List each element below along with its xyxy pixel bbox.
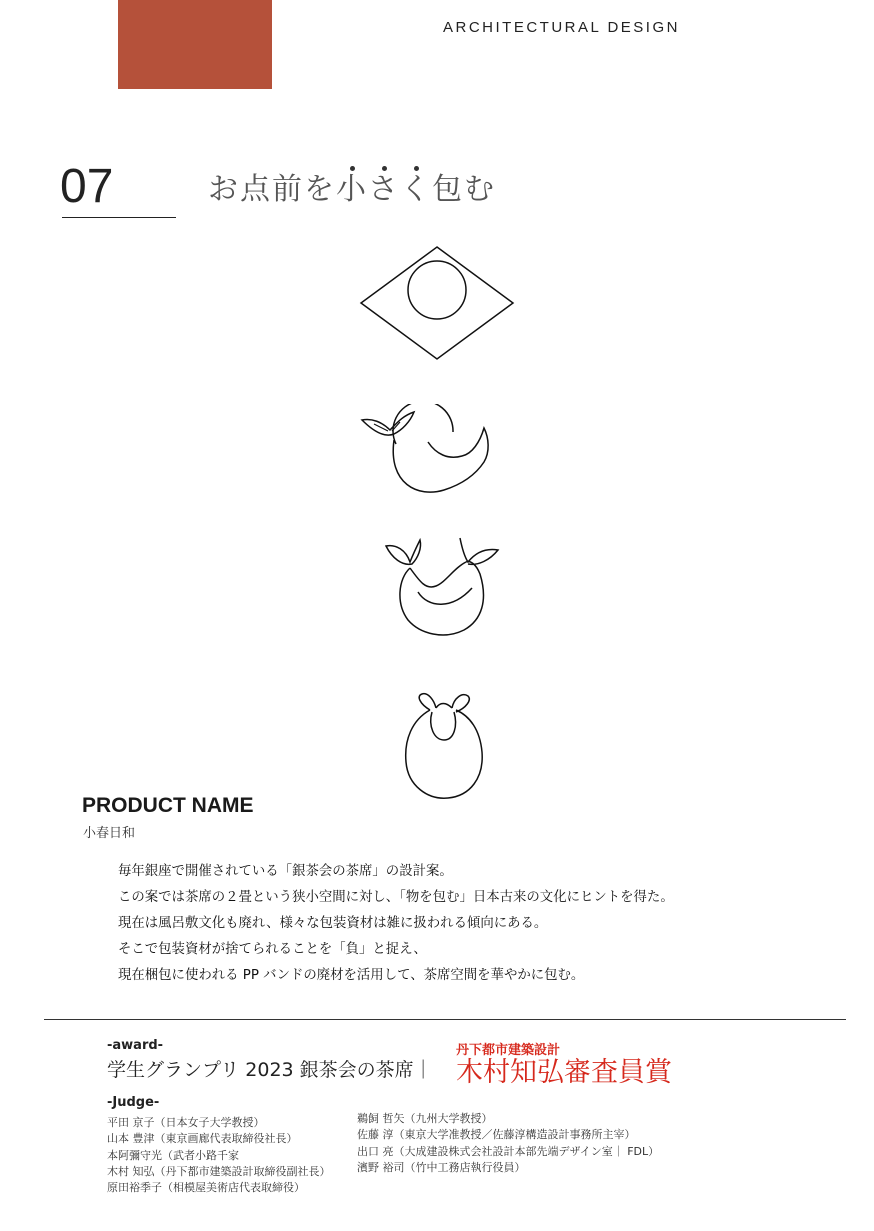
section-title-emphasis-char: さ [368,172,400,207]
wrapping-step-1-icon [358,244,518,364]
judge-entry: 山本 豊津（東京画廊代表取締役社長） [107,1132,298,1146]
project-description [118,859,674,989]
judge-entry: 鵜飼 哲矢（九州大学教授） [357,1112,493,1125]
section-number-underline [62,217,176,218]
judge-entry: 本阿彌守光（武者小路千家 [107,1148,239,1162]
description-line: 現在は風呂敷文化も廃れ、様々な包装資材は雑に扱われる傾向にある。 [118,916,548,931]
section-title-part: お点前を [208,172,336,207]
judge-list-left [107,1115,331,1196]
section-number: 07 [60,160,114,213]
section-title-emphasis-char: く [400,172,432,207]
description-line: 現在梱包に使われる PP バンドの廃材を活用して、茶席空間を華やかに包む。 [118,968,585,983]
product-name: 小春日和 [83,826,136,841]
judge-entry: 木村 知弘（丹下都市建築設計取締役副社長） [107,1164,331,1178]
category-label: ARCHITECTURAL DESIGN [443,19,680,36]
judge-entry: 原田裕季子（相模屋美術店代表取締役） [107,1181,305,1195]
judge-entry: 佐藤 淳（東京大学准教授／佐藤淳構造設計事務所主宰） [357,1128,636,1142]
section-title [208,170,496,209]
description-line: 毎年銀座で開催されている「銀茶会の茶席」の設計案。 [118,864,453,879]
section-title-part: 包む [432,172,496,207]
wrapping-step-3-icon [380,534,505,644]
award-title: 木村知弘審査員賞 [456,1057,672,1088]
product-name-label: PRODUCT NAME [82,794,254,817]
description-line: この案では茶席の２畳という狭小空間に対し、「物を包む」日本古来の文化にヒントを得た。 [118,890,674,905]
description-line: そこで包装資材が捨てられることを「負」と捉え、 [118,942,427,957]
accent-color-block [118,0,272,89]
wrapping-step-2-icon [358,404,503,499]
judge-entry: 濱野 裕司（竹中工務店執行役員） [357,1160,526,1174]
award-organization: 丹下都市建築設計 [456,1043,561,1058]
award-event: 学生グランプリ 2023 銀茶会の茶席｜ [107,1059,433,1081]
award-heading: -award- [107,1038,164,1053]
section-title-emphasis-char: 小 [336,172,368,207]
wrapping-step-4-icon [400,690,495,805]
judge-list-right [357,1111,659,1176]
section-divider [44,1019,846,1020]
judge-entry: 平田 京子（日本女子大学教授） [107,1116,265,1129]
judge-entry: 出口 亮（大成建設株式会社設計本部先端デザイン室｜ FDL） [357,1144,660,1158]
judge-heading: -Judge- [107,1095,160,1110]
